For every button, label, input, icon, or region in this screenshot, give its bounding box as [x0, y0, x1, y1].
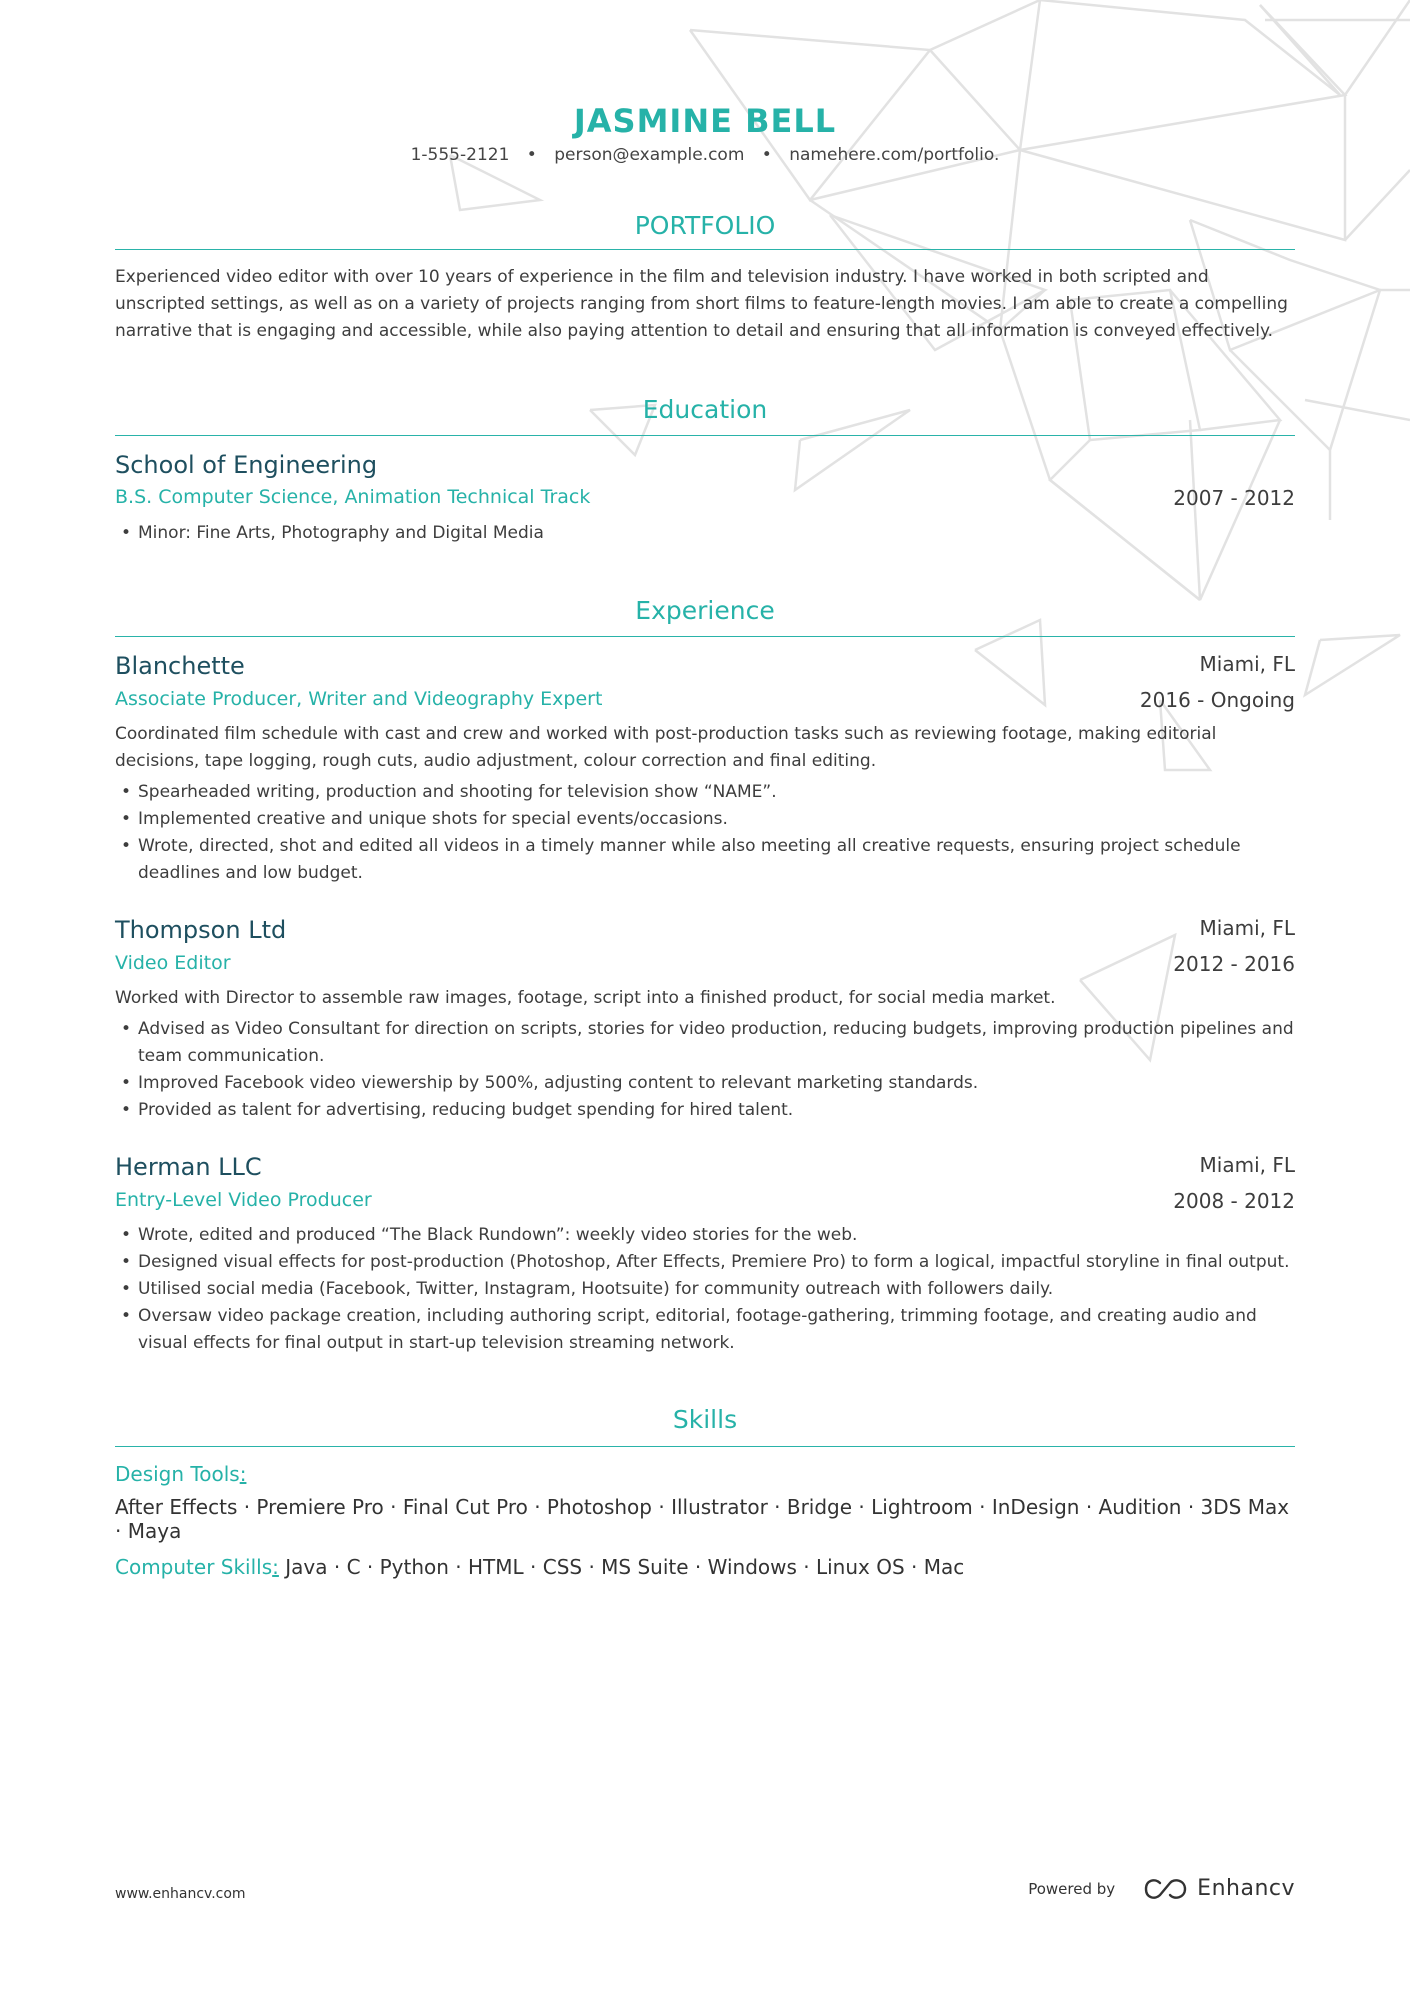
education-heading: Education [642, 395, 768, 424]
degree-text: B.S. Computer Science, Animation Technical Track [115, 486, 591, 508]
education-bullets [115, 520, 1295, 547]
list-item: • Provided as talent for advertising, reducing budget spending for hired talent. [115, 1097, 1295, 1124]
job-location: Miami, FL [1199, 916, 1295, 940]
job-dates: 2012 - 2016 [1173, 952, 1295, 976]
job-description: Worked with Director to assemble raw images, footage, script into a finished product, for social media market. [115, 988, 1056, 1008]
list-item: • Minor: Fine Arts, Photography and Digital Media [115, 520, 1295, 547]
list-item: • Improved Facebook video viewership by 500%, adjusting content to relevant marketing standards. [115, 1070, 1295, 1097]
job-description: Coordinated film schedule with cast and crew and worked with post-production tasks such as reviewing footage, making editorial decisions, tape logging, rough cuts, audio adjustment, colour correction and final editing. [115, 724, 1217, 771]
enhancv-logo-icon [1143, 1877, 1189, 1901]
separator-dot: • [761, 145, 772, 165]
job-bullets [115, 1016, 1295, 1124]
portfolio-summary: Experienced video editor with over 10 years of experience in the film and television industry. I have worked in both scripted and unscripted settings, as well as on a variety of projects ranging from short films to feature-length movies. I am able to create a compelling narrative that is engaging and accessible, while also paying attention to detail and ensuring that all information is conveyed effectively. [115, 267, 1288, 341]
computer-skills-label: Computer Skills: [115, 1555, 279, 1579]
job-dates: 2008 - 2012 [1173, 1189, 1295, 1213]
list-item: • Designed visual effects for post-production (Photoshop, After Effects, Premiere Pro) to form a logical, impactful storyline in final output. [115, 1249, 1295, 1276]
design-tools-list: After Effects · Premiere Pro · Final Cut Pro · Photoshop · Illustrator · Bridge · Lightroom · InDesign · Audition · 3DS Max · Maya [115, 1495, 1290, 1543]
email-text: person@example.com [554, 145, 745, 165]
job-role: Associate Producer, Writer and Videography Expert [115, 688, 603, 710]
design-tools-label: Design Tools: [115, 1462, 247, 1486]
design-tools-label-line [115, 1462, 1295, 1486]
powered-by-text: Powered by [1028, 1879, 1116, 1898]
job-role: Video Editor [115, 952, 231, 974]
skills-heading: Skills [672, 1405, 738, 1434]
experience-heading: Experience [635, 596, 775, 625]
section-divider [115, 636, 1295, 637]
school-name: School of Engineering [115, 451, 378, 479]
job-location: Miami, FL [1199, 1153, 1295, 1177]
job-role: Entry-Level Video Producer [115, 1189, 372, 1211]
computer-skills-line [115, 1555, 1295, 1579]
list-item: • Oversaw video package creation, including authoring script, editorial, footage-gathering, trimming footage, and creating audio and visual effects for final output in start-up television streaming network. [115, 1303, 1295, 1357]
job-bullets [115, 1222, 1295, 1357]
contact-line [115, 145, 1295, 165]
powered-by-badge[interactable] [1028, 1876, 1295, 1901]
list-item: • Spearheaded writing, production and shooting for television show “NAME”. [115, 779, 1295, 806]
section-divider [115, 1446, 1295, 1447]
education-dates: 2007 - 2012 [1173, 486, 1295, 510]
list-item: • Advised as Video Consultant for direction on scripts, stories for video production, reducing budgets, improving production pipelines and team communication. [115, 1016, 1295, 1070]
list-item: • Implemented creative and unique shots for special events/occasions. [115, 806, 1295, 833]
footer-website[interactable]: www.enhancv.com [115, 1886, 246, 1902]
job-dates: 2016 - Ongoing [1139, 688, 1295, 712]
job-location: Miami, FL [1199, 652, 1295, 676]
list-item: • Utilised social media (Facebook, Twitter, Instagram, Hootsuite) for community outreach with followers daily. [115, 1276, 1295, 1303]
section-divider [115, 249, 1295, 250]
separator-dot: • [526, 145, 537, 165]
website-text: namehere.com/portfolio. [789, 145, 1000, 165]
phone-text: 1-555-2121 [410, 145, 510, 165]
company-name: Blanchette [115, 652, 245, 680]
company-name: Herman LLC [115, 1153, 262, 1181]
candidate-name: JASMINE BELL [573, 102, 837, 140]
list-item: • Wrote, directed, shot and edited all videos in a timely manner while also meeting all creative requests, ensuring project schedule deadlines and low budget. [115, 833, 1295, 887]
computer-skills-list: Java · C · Python · HTML · CSS · MS Suite · Windows · Linux OS · Mac [285, 1555, 965, 1579]
company-name: Thompson Ltd [115, 916, 287, 944]
job-bullets [115, 779, 1295, 887]
list-item: • Wrote, edited and produced “The Black Rundown”: weekly video stories for the web. [115, 1222, 1295, 1249]
brand-name: Enhancv [1197, 1876, 1295, 1901]
portfolio-heading: PORTFOLIO [634, 211, 776, 240]
section-divider [115, 435, 1295, 436]
